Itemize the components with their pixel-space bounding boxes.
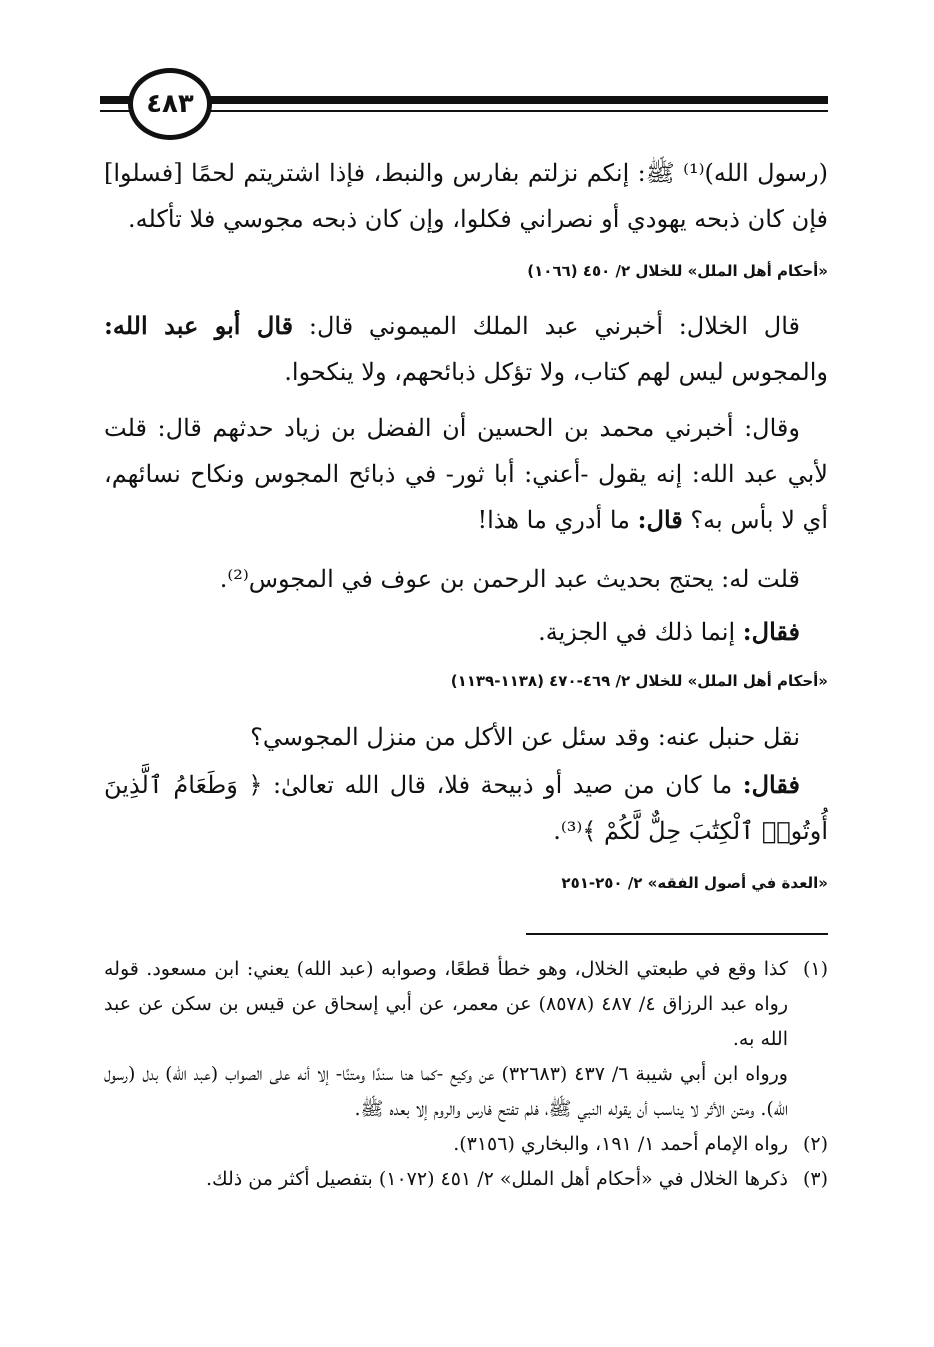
footnote-1-continued — [104, 1057, 828, 1127]
paragraph-3-part-a: وقال: أخبرني محمد بن الحسين أن الفضل بن زياد حدثهم قال: قلت لأبي عبد الله: إنه يقول -أعني: أبا ثور- في ذبائح المجوس ونكاح نسائهم، أي لا بأس به؟ — [104, 414, 828, 534]
paragraph-3-bold: قال: — [637, 505, 683, 534]
paragraph-5-text — [104, 609, 828, 655]
paragraph-1-line-2: فإن كان ذبحه يهودي أو نصراني فكلوا، وإن كان ذبحه مجوسي فلا تأكله. — [128, 205, 828, 233]
source-citation-3: «العدة في أصول الفقه» ٢/ ٢٥٠-٢٥١ — [561, 874, 828, 892]
footnote-text: رواه الإمام أحمد ١/ ١٩١، والبخاري (٣١٥٦). — [453, 1133, 788, 1155]
paragraph-4-text: قلت له: يحتج بحديث عبد الرحمن بن عوف في المجوس⁽²⁾. — [219, 565, 800, 593]
paragraph-6-text: نقل حنبل عنه: وقد سئل عن الأكل من منزل المجوسي؟ — [250, 723, 800, 751]
paragraph-5 — [104, 609, 828, 655]
paragraph-5-rest: إنما ذلك في الجزية. — [538, 618, 736, 646]
paragraph-3 — [104, 405, 828, 543]
footnote-text: ذكرها الخلال في «أحكام أهل الملل» ٢/ ٤٥١ (١٠٧٢) بتفصيل أكثر من ذلك. — [205, 1168, 788, 1190]
paragraph-2-rest: والمجوس ليس لهم كتاب، ولا تؤكل ذبائحهم، ولا ينكحوا. — [284, 358, 828, 386]
paragraph-6 — [104, 714, 828, 760]
paragraph-7 — [104, 762, 828, 854]
page-number-badge — [128, 68, 212, 140]
paragraph-5-bold: فقال: — [742, 617, 800, 646]
paragraph-3-text — [104, 405, 828, 543]
footnote-number: (٣) — [802, 1168, 828, 1190]
footnotes — [104, 952, 828, 1197]
source-citation-2: «أحكام أهل الملل» للخلال ٢/ ٤٦٩-٤٧٠ (١١٣٨-١١٣٩) — [450, 672, 828, 690]
footnote-1 — [104, 952, 828, 1057]
footnote-3 — [104, 1162, 828, 1197]
page-number: ٤٨٣ — [146, 89, 194, 119]
source-citation-1: «أحكام أهل الملل» للخلال ٢/ ٤٥٠ (١٠٦٦) — [527, 262, 828, 280]
paragraph-7-text — [104, 762, 828, 854]
paragraph-2 — [104, 303, 828, 395]
footnote-number: (٢) — [802, 1133, 828, 1155]
paragraph-2-bold: قال أبو عبد الله: — [104, 311, 294, 340]
paragraph-7-bold: فقال: — [742, 770, 800, 799]
paragraph-1-line-1: (رسول الله)⁽¹⁾ ﷺ: إنكم نزلتم بفارس والنبط، فإذا اشتريتم لحمًا [فسلوا] — [104, 159, 828, 187]
paragraph-3-part-b: ما أدري ما هذا! — [477, 506, 631, 534]
footnote-number: (١) — [802, 958, 828, 980]
footnote-text: كذا وقع في طبعتي الخلال، وهو خطأ قطعًا، وصوابه (عبد الله) يعني: ابن مسعود. قوله رواه عبد الرزاق ٤/ ٤٨٧ (٨٥٧٨) عن معمر، عن أبي إسحاق عن قيس بن سكن عن عبد الله به. — [104, 958, 789, 1050]
paragraph-7-rest: ما كان من صيد أو ذبيحة فلا، قال الله تعالىٰ: ﴿ وَطَعَامُ ٱلَّذِينَ أُوتُوا۟ ٱلْكِتَٰبَ حِلٌّ لَّكُمْ ﴾⁽³⁾. — [104, 771, 828, 845]
footnote-text: ورواه ابن أبي شيبة ٦/ ٤٣٧ (٣٢٦٨٣) عن وكيع -كما هنا سندًا ومتنًا- إلا أنه على الصواب (عبد الله) بدل (رسول الله). ومتن الأثر لا يناسب أن يقوله النبي ﷺ، فلم تفتح فارس والروم إلا بعده ﷺ. — [104, 1063, 788, 1120]
paragraph-2-text — [104, 303, 828, 395]
footnote-2 — [104, 1127, 828, 1162]
paragraph-1 — [104, 150, 828, 242]
footnote-number — [788, 1057, 828, 1127]
paragraph-2-lead: قال الخلال: أخبرني عبد الملك الميموني قال: — [308, 312, 800, 340]
paragraph-4 — [104, 556, 828, 602]
footnote-separator — [526, 933, 828, 935]
